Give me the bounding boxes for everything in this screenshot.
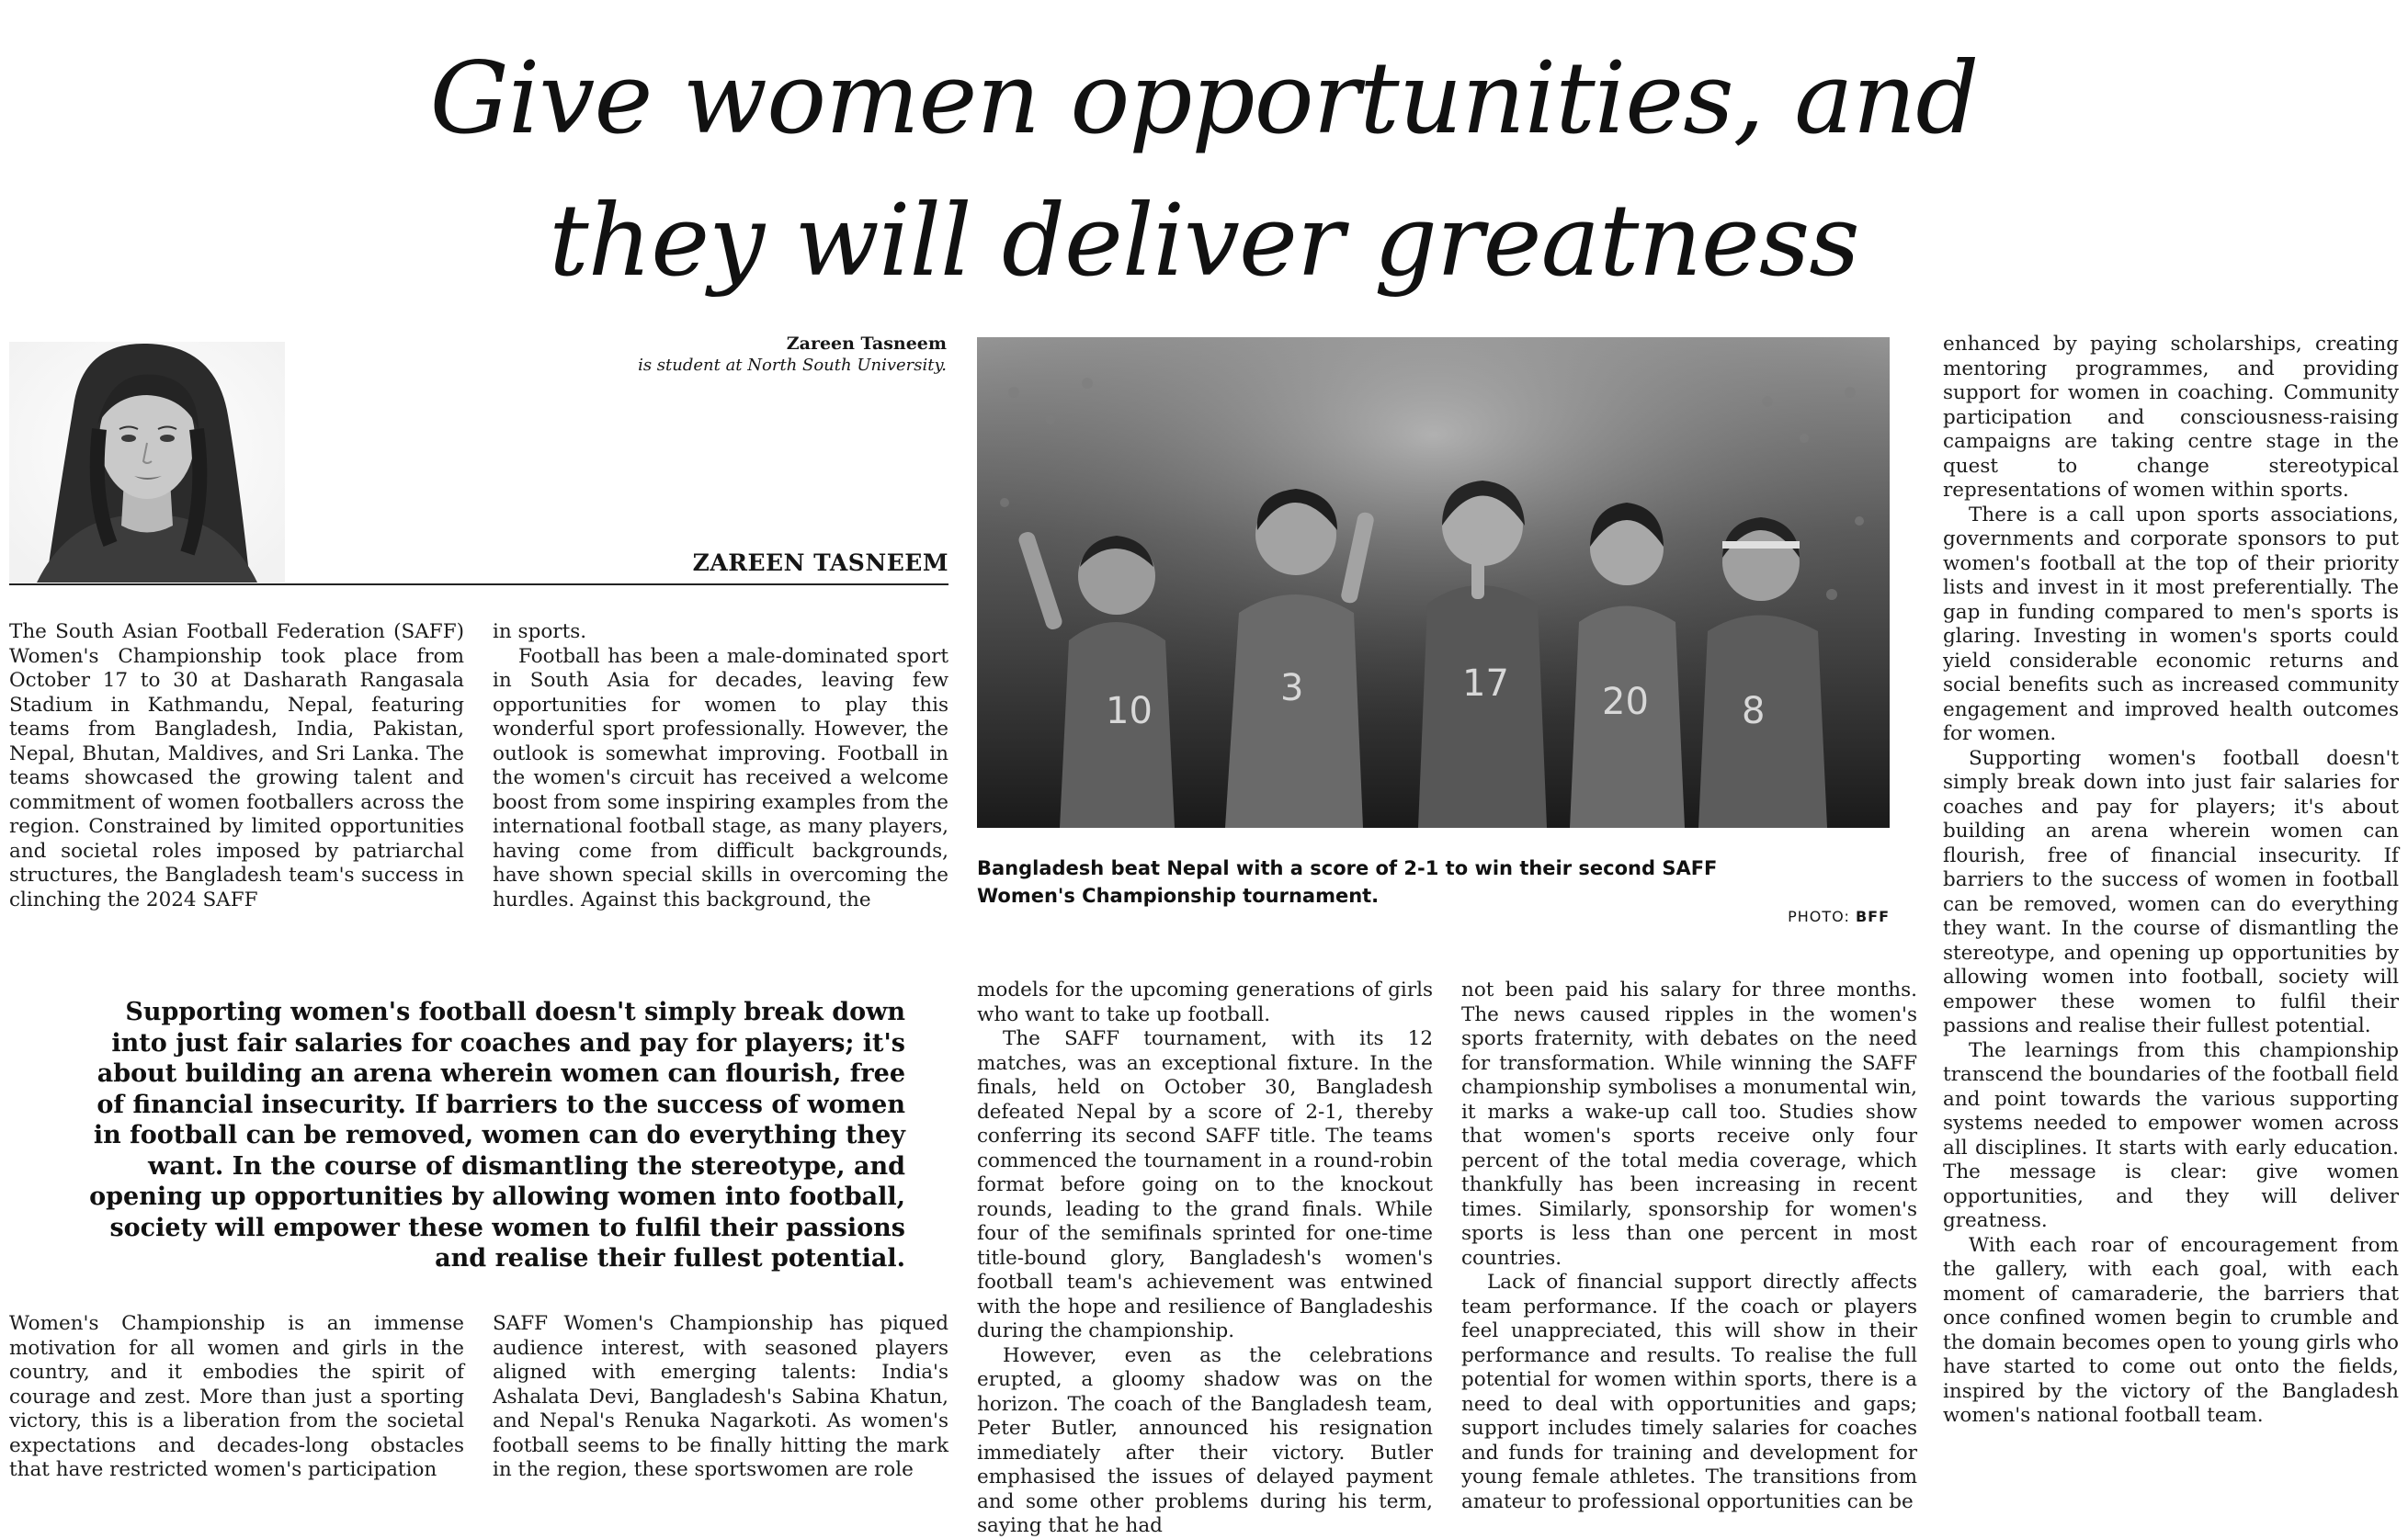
byline: ZAREEN TASNEEM (692, 549, 948, 576)
body-paragraph: The SAFF tournament, with its 12 matches, was an exceptional fixture. In the finals, held on October 30, Bangladesh defeated Nepal by a score of 2-1, thereby conferring its second SAFF title. The teams commenced the tournament in a round-robin format before going on to the knockout rounds, leading to the grand finals. While four of the semifinals sprinted for one-time title-bound glory, Bangladesh's women's football team's achievement was entwined with the hope and resilience of Bangladeshis during the championship. (977, 1027, 1433, 1342)
author-name: Zareen Tasneem (786, 334, 947, 354)
body-paragraph: Lack of financial support directly affects team performance. If the coach or players feel unappreciated, this will show in their performance and results. To realise the full potential for women within sports, there is a need to deal with opportunities and gaps; support includes timely salaries for coaches and funds for training and development for young female athletes. The transitions from amateur to professional opportunities can be (1461, 1271, 1917, 1513)
body-paragraph: With each roar of encouragement from the gallery, with each goal, with each moment of camaraderie, the barriers that once confined women begin to crumble and the domain becomes open to young girls who have started to come out onto the fields, inspired by the victory of the Bangladesh women's national football team. (1943, 1233, 2399, 1427)
body-paragraph: models for the upcoming generations of girls who want to take up football. (977, 979, 1433, 1026)
jersey-number: 10 (1106, 690, 1153, 732)
body-paragraph: The learnings from this championship transcend the boundaries of the football field and point towards the various supporting systems needed to empower women across all disciplines. It starts with early education. The message is clear: give women opportunities, and they will deliver greatness. (1943, 1038, 2399, 1232)
body-paragraph: enhanced by paying scholarships, creating mentoring programmes, and providing support for women in coaching. Community participation and consciousness-raising campaigns are taking centre stage in the quest to change stereotypical representations of women within sports. (1943, 333, 2399, 502)
jersey-number: 20 (1602, 681, 1649, 723)
body-paragraph: Football has been a male-dominated sport in South Asia for decades, leaving few opportunities for women to play this wonderful sport professionally. However, the outlook is somewhat improving. Football in the women's circuit has received a welcome boost from some inspiring examples from the international football stage, as many players, having come from difficult backgrounds, have shown special skills in overcoming the hurdles. Against this background, the (493, 644, 948, 911)
jersey-number: 3 (1280, 667, 1304, 709)
headline-line-2: they will deliver greatness (549, 184, 1859, 299)
body-paragraph: There is a call upon sports associations, governments and corporate sponsors to put women's football at the top of their priority lists and invest in it most preferentially. The gap in funding compared to men's sports is glaring. Investing in women's sports could yield considerable economic returns and social benefits such as increased community engagement and improved health outcomes for women. (1943, 503, 2399, 745)
headline-line-1: Give women opportunities, and (429, 41, 1979, 156)
jersey-number: 8 (1742, 690, 1766, 732)
headline (0, 28, 2408, 312)
body-column-3 (977, 979, 1433, 1539)
jersey-number: 17 (1462, 662, 1509, 705)
body-paragraph: SAFF Women's Championship has piqued audience interest, with seasoned players aligned with emerging talents: India's Ashalata Devi, Bangladesh's Sabina Khatun, and Nepal's Renuka Nagarkoti. As women's football seems to be finally hitting the mark in the region, these sportswomen are role (493, 1312, 948, 1481)
photo-credit (1673, 908, 1890, 925)
body-paragraph: However, even as the celebrations erupted, a gloomy shadow was on the horizon. The coach of the Bangladesh team, Peter Butler, announced his resignation immediately after their victory. Butler emphasised the issues of delayed payment and some other problems during his term, saying that he had (977, 1343, 1433, 1537)
body-paragraph: Women's Championship is an immense motivation for all women and girls in the country, and it embodies the spirit of courage and zest. More than just a sporting victory, this is a liberation from the societal expectations and decades-long obstacles that have restricted women's participation (9, 1312, 464, 1481)
body-column-2 (493, 620, 948, 912)
body-column-5 (1943, 333, 2399, 1429)
body-column-2-continued (493, 1312, 948, 1483)
body-paragraph: not been paid his salary for three months. The news caused ripples in the women's sports fraternity, with debates on the need for transformation. While winning the SAFF championship symbolises a monumental win, it marks a wake-up call too. Studies show that women's sports receive only four percent of the total media coverage, which thankfully has been increasing in recent times. Similarly, sponsorship for women's sports is less than one percent in most countries. (1461, 979, 1917, 1270)
photo-credit-source: BFF (1855, 908, 1890, 925)
body-column-1-continued (9, 1312, 464, 1483)
author-bio (515, 333, 947, 377)
photo-credit-label: PHOTO: (1788, 908, 1850, 925)
byline-rule (9, 583, 948, 585)
body-column-4 (1461, 979, 1917, 1514)
body-paragraph: in sports. (493, 620, 587, 643)
body-column-1 (9, 620, 464, 912)
body-paragraph: The South Asian Football Federation (SAFF) Women's Championship took place from October 17 to 30 at Dasharath Rangasala Stadium in Kathmandu, Nepal, featuring teams from Bangladesh, India, Pakistan, Nepal, Bhutan, Maldives, and Sri Lanka. The teams showcased the growing talent and commitment of women footballers across the region. Constrained by limited opportunities and societal roles imposed by patriarchal structures, the Bangladesh team's success in clinching the 2024 SAFF (9, 620, 464, 911)
team-celebration-photo (977, 337, 1890, 828)
pull-quote: Supporting women's football doesn't simply break down into just fair salaries for coaches and pay for players; it's about building an arena wherein women can flourish, free of financial insecurity. If barriers to the success of women in football can be removed, women can do everything they want. In the course of dismantling the stereotype, and opening up opportunities by allowing women into football, society will empower these women to fulfil their passions and realise their fullest potential. (89, 998, 905, 1273)
author-role: is student at North South University. (638, 356, 947, 375)
body-paragraph: Supporting women's football doesn't simply break down into just fair salaries for coaches and pay for players; it's about building an arena wherein women can flourish, free of financial insecurity. If barriers to the success of women in football can be removed, women can do everything they want. In the course of dismantling the stereotype, and opening up opportunities by allowing women into football, society will empower these women to fulfil their passions and realise their fullest potential. (1943, 746, 2399, 1037)
photo-caption: Bangladesh beat Nepal with a score of 2-1 to win their second SAFF Women's Championship tournament. (977, 857, 1718, 907)
author-portrait (9, 342, 285, 583)
